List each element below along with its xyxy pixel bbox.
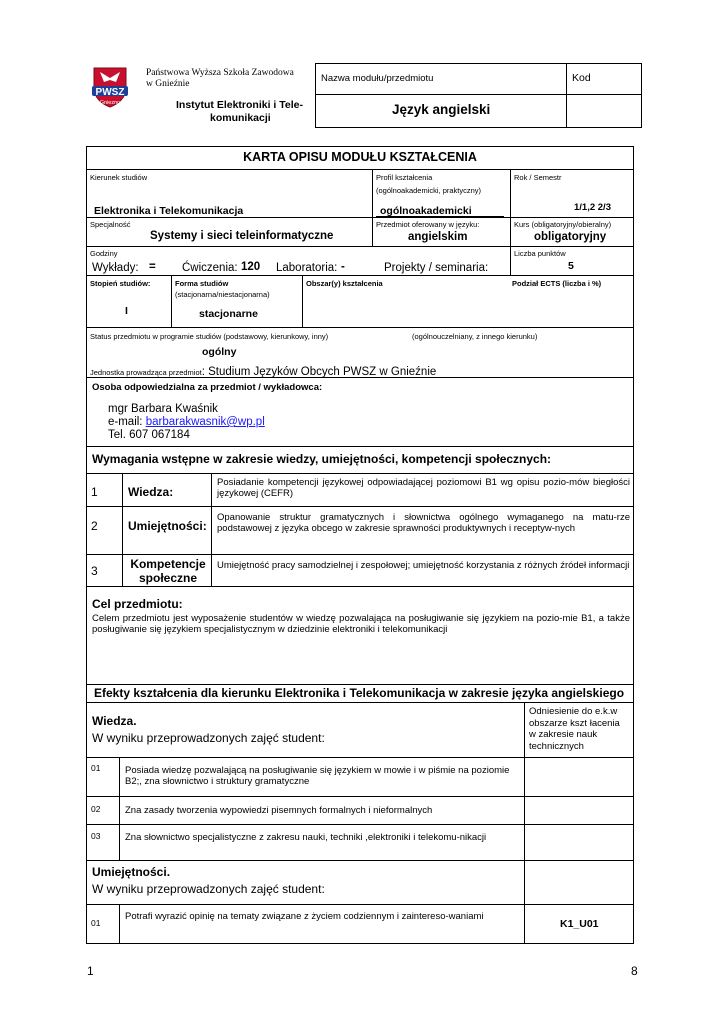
page-number-right: 8 — [631, 964, 638, 978]
points-value: 5 — [568, 260, 574, 272]
goal-text: Celem przedmiotu jest wyposażenie studentów w wiedzę pozwalająca na posługiwanie się językiem na pozio-mie B1, a także posługiwanie się językiem specjalistycznym w dziedzinie elektroniki i telekomunikacji — [92, 613, 630, 635]
institute-line1: Instytut Elektroniki i Tele- — [176, 99, 303, 111]
form-value: stacjonarne — [199, 308, 258, 320]
knowledge-1-code: 01 — [91, 763, 101, 773]
prereq-1-text: Posiadanie kompetencji językowej odpowiadającej poziomowi B1 wg opisu pozio-mów biegłości językowej (CEFR) — [217, 477, 630, 499]
year-label: Rok / Semestr — [514, 173, 562, 182]
exercises-label: Ćwiczenia: — [182, 262, 238, 274]
knowledge-3-code: 03 — [91, 831, 101, 841]
knowledge-2-text: Zna zasady tworzenia wypowiedzi pisemnych formalnych i nieformalnych — [125, 805, 433, 816]
prereq-2-text: Opanowanie struktur gramatycznych i słownictwa ogólnego wymaganego na matu-rze podstawowej z języka obcego w zakresie sprawności produktywnych i receptyw-nych — [217, 512, 630, 534]
logo-text: PWSZ — [95, 87, 125, 98]
spec-value: Systemy i sieci teleinformatyczne — [150, 230, 334, 242]
knowledge-2-code: 02 — [91, 804, 101, 814]
prereq-1-num: 1 — [91, 485, 98, 499]
prereq-1-label: Wiedza: — [128, 485, 174, 499]
school-name-line2: w Gnieźnie — [146, 79, 190, 89]
page-number-left: 1 — [87, 964, 94, 978]
goal-title: Cel przedmiotu: — [92, 597, 183, 611]
code-label: Kod — [572, 72, 591, 84]
year-value: 1/1,2 2/3 — [574, 202, 611, 213]
prereq-2-num: 2 — [91, 519, 98, 533]
profile-label: Profil kształcenia — [376, 173, 433, 182]
prereq-3-num: 3 — [91, 564, 98, 578]
area-label: Obszar(y) kształcenia — [306, 279, 383, 288]
unit-label: Jednostka prowadząca przedmiot — [90, 368, 202, 377]
person-label: Osoba odpowiedzialna za przedmiot / wykładowca: — [92, 382, 323, 393]
lectures-value: = — [149, 261, 156, 273]
email-line — [108, 416, 265, 429]
prereq-2-label: Umiejętności: — [128, 519, 207, 533]
course-label: Kurs (obligatoryjny/obieralny) — [514, 220, 612, 229]
form-label: Forma studiów — [175, 279, 229, 288]
skills-1-ref: K1_U01 — [560, 918, 599, 930]
profile-value: ogólnoakademicki — [380, 205, 472, 217]
email-link[interactable]: barbarakwasnik@wp.pl — [145, 416, 265, 428]
logo-subtext: Gniezno — [99, 100, 121, 106]
ects-label: Podział ECTS (liczba i %) — [512, 279, 602, 288]
ref-header: Odniesienie do e.k.w obszarze kszt łacenia w zakresie nauk technicznych — [529, 706, 620, 752]
spec-label: Specjalność — [90, 220, 131, 229]
email-label: e-mail: — [108, 416, 146, 428]
knowledge-sub: W wyniku przeprowadzonych zajęć student: — [92, 731, 325, 745]
form-sublabel: (stacjonarna/niestacjonarna) — [175, 290, 270, 299]
lectures-label: Wykłady: — [92, 262, 139, 274]
logo — [88, 64, 132, 108]
prereq-3-text: Umiejętność pracy samodzielnej i zespołowej; umiejętność korzystania z różnych źródeł informacji — [217, 560, 630, 571]
hours-label: Godziny — [90, 249, 118, 258]
prerequisites-title: Wymagania wstępne w zakresie wiedzy, umiejętności, kompetencji społecznych: — [92, 452, 552, 466]
degree-label: Stopień studiów: — [90, 279, 151, 288]
skills-sub: W wyniku przeprowadzonych zajęć student: — [92, 882, 325, 896]
field-label: Kierunek studiów — [90, 173, 148, 182]
knowledge-title: Wiedza. — [92, 714, 137, 728]
profile-sublabel: (ogólnoakademicki, praktyczny) — [376, 186, 482, 195]
school-name-line1: Państwowa Wyższa Szkoła Zawodowa — [146, 68, 294, 78]
institute-line2: komunikacji — [210, 112, 271, 124]
course-value: obligatoryjny — [534, 231, 607, 243]
outcomes-title: Efekty kształcenia dla kierunku Elektronika i Telekomunikacja w zakresie języka angielskiego — [94, 686, 625, 700]
person-name: mgr Barbara Kwaśnik — [108, 403, 218, 415]
skills-title: Umiejętności. — [92, 865, 171, 879]
lab-value: - — [341, 261, 345, 273]
lab-label: Laboratoria: — [276, 262, 338, 274]
prereq-3-label: Kompetencje społeczne — [130, 557, 206, 585]
status-label-2: (ogólnouczelniany, z innego kierunku) — [412, 332, 538, 341]
phone: Tel. 607 067184 — [108, 429, 190, 441]
module-name-value: Język angielski — [392, 102, 491, 117]
module-name-label: Nazwa modułu/przedmiotu — [321, 73, 434, 84]
degree-value: I — [125, 305, 128, 317]
skills-1-text: Potrafi wyrazić opinię na tematy związane z życiem codziennym i zaintereso-waniami — [125, 911, 484, 922]
field-value: Elektronika i Telekomunikacja — [94, 205, 244, 217]
exercises-value: 120 — [241, 261, 261, 273]
skills-1-code: 01 — [91, 918, 101, 928]
knowledge-1-text: Posiada wiedzę pozwalającą na posługiwanie się językiem w mowie i w piśmie na poziomie B2;, zna słownictwo i struktury gramatyczne — [125, 765, 510, 787]
lang-label: Przedmiot oferowany w języku: — [376, 220, 480, 229]
unit-value: : Studium Języków Obcych PWSZ w Gnieźnie — [201, 366, 437, 378]
status-label: Status przedmiotu w programie studiów (podstawowy, kierunkowy, inny) — [90, 332, 329, 341]
status-value: ogólny — [202, 346, 237, 358]
projects-label: Projekty / seminaria: — [384, 262, 489, 274]
knowledge-3-text: Zna słownictwo specjalistyczne z zakresu nauki, techniki ,elektroniki i telekomu-nikacji — [125, 832, 487, 843]
lang-value: angielskim — [408, 231, 468, 243]
card-title: KARTA OPISU MODUŁU KSZTAŁCENIA — [243, 150, 477, 164]
points-label: Liczba punktów — [514, 249, 566, 258]
